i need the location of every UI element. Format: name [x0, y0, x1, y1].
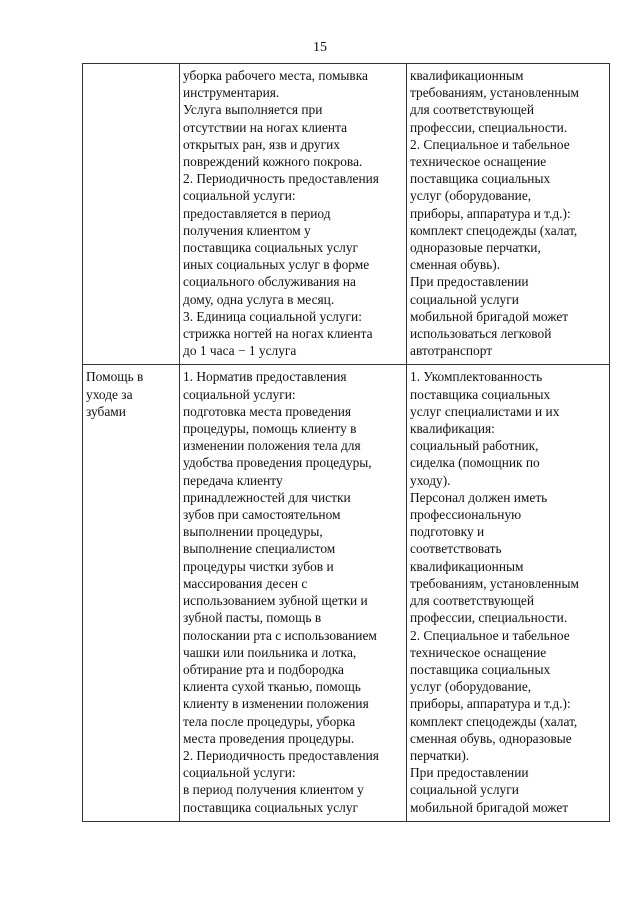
text-line: социального обслуживания на — [183, 274, 356, 290]
table-row — [83, 64, 610, 365]
text-line: требованиям, установленным — [410, 85, 579, 101]
text-line: социальной услуги — [410, 782, 519, 798]
text-line: поставщика социальных — [410, 171, 551, 187]
text-line: поставщика социальных — [410, 661, 551, 677]
text-line: 2. Периодичность предоставления — [183, 171, 379, 187]
text-line: места проведения процедуры. — [183, 730, 355, 746]
text-line: чашки или поильника и лотка, — [183, 644, 357, 660]
text-line: профессии, специальности. — [410, 610, 568, 626]
text-line: предоставляется в период — [183, 205, 331, 221]
text-line: социальной услуги: — [183, 386, 296, 402]
text-line: 1. Норматив предоставления — [183, 369, 347, 385]
text-line: техническое оснащение — [410, 154, 547, 170]
text-line: повреждений кожного покрова. — [183, 154, 363, 170]
text-line: поставщика социальных услуг — [183, 240, 359, 256]
text-line: Услуга выполняется при — [183, 102, 323, 118]
text-line: социальной услуги — [410, 291, 519, 307]
text-line: клиента сухой тканью, помощь — [183, 679, 361, 695]
text-line: услуг (оборудование, — [410, 188, 532, 204]
text-line: социальный работник, — [410, 438, 539, 454]
text-line: клиенту в изменении положения — [183, 696, 369, 712]
text-line: техническое оснащение — [410, 644, 547, 660]
text-line: использоваться легковой — [410, 326, 552, 342]
text-line: поставщика социальных услуг — [183, 799, 359, 815]
text-line: социальной услуги: — [183, 188, 296, 204]
text-line: уходу). — [410, 472, 451, 488]
text-line: приборы, аппаратура и т.д.): — [410, 205, 571, 221]
service-standards-cell — [180, 64, 407, 365]
text-line: услуг (оборудование, — [410, 679, 532, 695]
text-line: полоскании рта с использованием — [183, 627, 377, 643]
text-line: соответствовать — [410, 541, 502, 557]
text-line: изменении положения тела для — [183, 438, 361, 454]
text-line: до 1 часа − 1 услуга — [183, 343, 297, 359]
text-line: выполнении процедуры, — [183, 524, 323, 540]
service-name-line: Помощь в — [86, 369, 144, 385]
text-line: подготовку и — [410, 524, 485, 540]
text-line: При предоставлении — [410, 274, 529, 290]
service-conditions-cell — [407, 365, 610, 821]
text-line: поставщика социальных — [410, 386, 551, 402]
service-name-cell — [83, 64, 180, 365]
text-line: социальной услуги: — [183, 765, 296, 781]
text-line: требованиям, установленным — [410, 575, 579, 591]
text-line: одноразовые перчатки, — [410, 240, 541, 256]
text-line: процедуры, помощь клиенту в — [183, 421, 357, 437]
text-line: подготовка места проведения — [183, 403, 352, 419]
text-line: открытых ран, язв и других — [183, 136, 340, 152]
text-line: для соответствующей — [410, 593, 534, 609]
text-line: квалификационным — [410, 68, 524, 83]
text-line: квалификация: — [410, 421, 495, 437]
text-line: мобильной бригадой может — [410, 308, 569, 324]
text-line: иных социальных услуг в форме — [183, 257, 370, 273]
text-line: мобильной бригадой может — [410, 799, 569, 815]
text-line: 2. Специальное и табельное — [410, 627, 570, 643]
text-line: перчатки). — [410, 747, 470, 763]
text-line: квалификационным — [410, 558, 524, 574]
text-line: удобства проведения процедуры, — [183, 455, 372, 471]
text-line: тела после процедуры, уборка — [183, 713, 356, 729]
text-line: сменная обувь). — [410, 257, 501, 273]
text-line: При предоставлении — [410, 765, 529, 781]
text-line: автотранспорт — [410, 343, 493, 359]
text-line: передача клиенту — [183, 472, 283, 488]
text-line: зубов при самостоятельном — [183, 507, 341, 523]
text-line: обтирание рта и подбородка — [183, 661, 344, 677]
text-line: уборка рабочего места, помывка — [183, 68, 368, 83]
text-line: 1. Укомплектованность — [410, 369, 543, 385]
text-line: услуг специалистами и их — [410, 403, 560, 419]
text-line: зубной пасты, помощь в — [183, 610, 322, 626]
text-line: дому, одна услуга в месяц. — [183, 291, 335, 307]
text-line: в период получения клиентом у — [183, 782, 364, 798]
text-line: сменная обувь, одноразовые — [410, 730, 572, 746]
service-conditions-cell — [407, 64, 610, 365]
text-line: отсутствии на ногах клиента — [183, 119, 348, 135]
text-line: 2. Периодичность предоставления — [183, 747, 379, 763]
text-line: стрижка ногтей на ногах клиента — [183, 326, 373, 342]
page-number: 15 — [313, 40, 327, 55]
text-line: принадлежностей для чистки — [183, 489, 351, 505]
text-line: получения клиентом у — [183, 222, 311, 238]
service-name-line: зубами — [86, 403, 126, 419]
service-name-line: уходе за — [86, 386, 133, 402]
text-line: комплект спецодежды (халат, — [410, 222, 578, 238]
text-line: выполнение специалистом — [183, 541, 336, 557]
text-line: комплект спецодежды (халат, — [410, 713, 578, 729]
text-line: для соответствующей — [410, 102, 534, 118]
services-table — [82, 63, 610, 822]
text-line: профессиональную — [410, 507, 522, 523]
text-line: Персонал должен иметь — [410, 489, 548, 505]
text-line: 2. Специальное и табельное — [410, 136, 570, 152]
text-line: инструментария. — [183, 85, 280, 101]
text-line: процедуры чистки зубов и — [183, 558, 334, 574]
text-line: 3. Единица социальной услуги: — [183, 308, 362, 324]
text-line: сиделка (помощник по — [410, 455, 540, 471]
text-line: профессии, специальности. — [410, 119, 568, 135]
text-line: массирования десен с — [183, 575, 308, 591]
service-standards-cell — [180, 365, 407, 821]
text-line: приборы, аппаратура и т.д.): — [410, 696, 571, 712]
service-name-cell — [83, 365, 180, 821]
text-line: использованием зубной щетки и — [183, 593, 368, 609]
table-row — [83, 365, 610, 821]
